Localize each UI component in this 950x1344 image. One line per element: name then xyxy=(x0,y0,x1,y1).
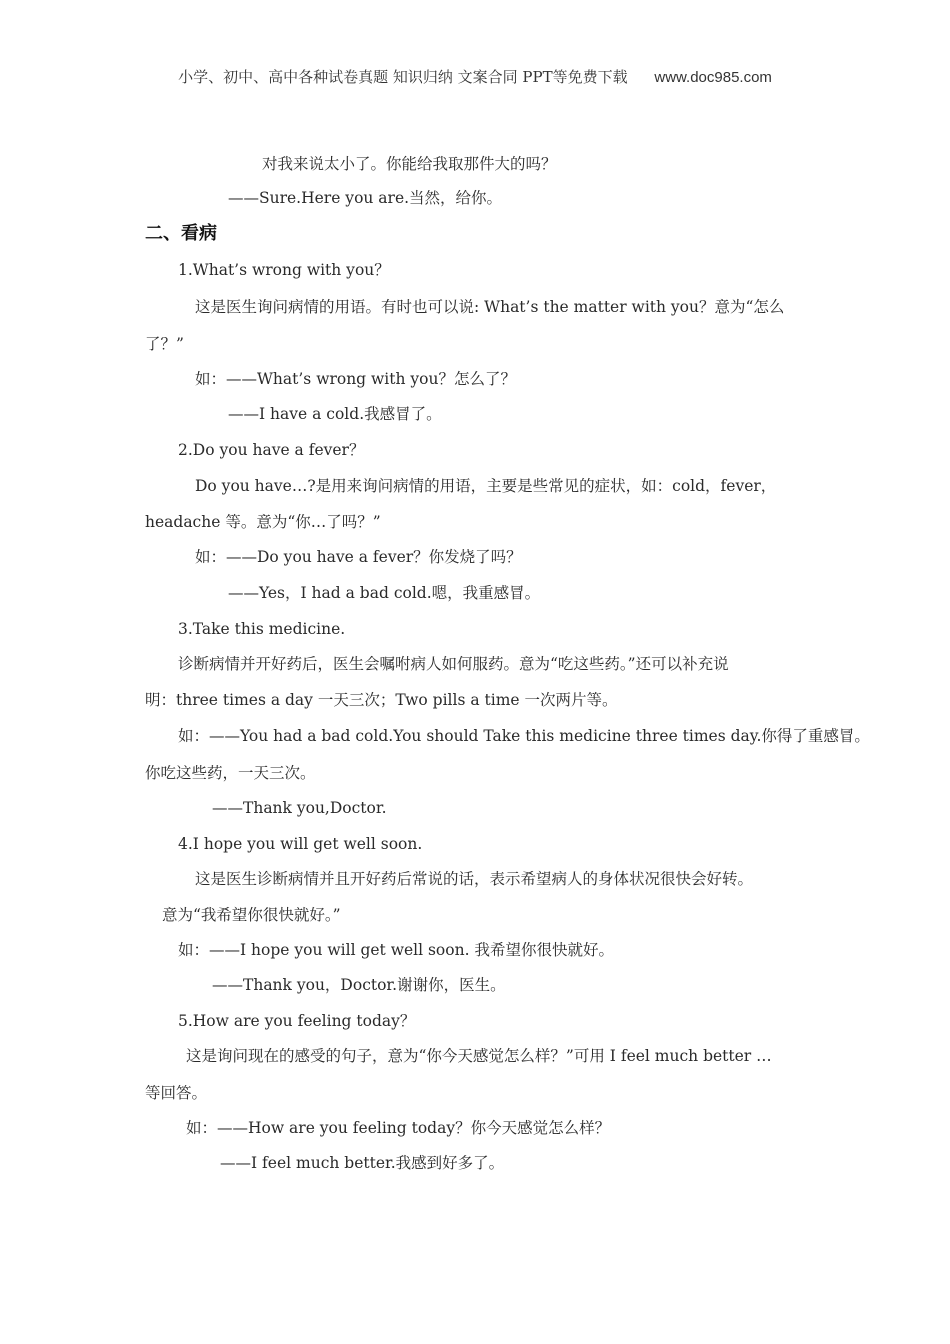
example-line: ——I have a cold.我感冒了。 xyxy=(228,405,442,423)
page-header xyxy=(0,66,950,87)
text-line: 等回答。 xyxy=(145,1084,208,1102)
text-line: 了？” xyxy=(145,335,184,353)
example-line: 如：——How are you feeling today？你今天感觉怎么样？ xyxy=(186,1119,611,1137)
text-line: 对我来说太小了。你能给我取那件大的吗？ xyxy=(262,155,557,173)
example-line: 如：——I hope you will get well soon. 我希望你很快就好。 xyxy=(178,941,614,959)
item-title: 4.I hope you will get well soon. xyxy=(178,835,423,853)
example-line: 你吃这些药，一天三次。 xyxy=(145,764,316,782)
example-line: 如：——Do you have a fever？你发烧了吗？ xyxy=(195,548,522,566)
item-title: 1.What’s wrong with you？ xyxy=(178,261,390,279)
item-title: 3.Take this medicine. xyxy=(178,620,346,638)
item-title: 2.Do you have a fever？ xyxy=(178,441,365,459)
section-title: 二、看病 xyxy=(145,223,217,244)
header-text: 小学、初中、高中各种试卷真题 知识归纳 文案合同 PPT等免费下载 xyxy=(178,68,628,86)
header-site-link[interactable]: www.doc985.com xyxy=(654,69,772,86)
text-line: headache 等。意为“你…了吗？” xyxy=(145,513,381,531)
example-line: ——Thank you,Doctor. xyxy=(212,799,387,817)
item-title: 5.How are you feeling today？ xyxy=(178,1012,416,1030)
example-line: 如：——You had a bad cold.You should Take this medicine three times day.你得了重感冒。 xyxy=(178,727,870,745)
text-line: 这是医生询问病情的用语。有时也可以说: What’s the matter with you？意为“怎么 xyxy=(195,298,785,316)
example-line: ——I feel much better.我感到好多了。 xyxy=(220,1154,505,1172)
text-line: 明：three times a day 一天三次；Two pills a time 一次两片等。 xyxy=(145,691,618,709)
example-line: 如：——What’s wrong with you？怎么了？ xyxy=(195,370,516,388)
text-line: ——Sure.Here you are.当然，给你。 xyxy=(228,189,503,207)
text-line: Do you have…?是用来询问病情的用语，主要是些常见的症状，如：cold，fever， xyxy=(195,477,777,495)
example-line: ——Thank you，Doctor.谢谢你，医生。 xyxy=(212,976,506,994)
text-line: 这是询问现在的感受的句子，意为“你今天感觉怎么样？”可用 I feel much better … xyxy=(186,1047,772,1065)
text-line: 诊断病情并开好药后，医生会嘱咐病人如何服药。意为“吃这些药。”还可以补充说 xyxy=(178,655,729,673)
text-line: 这是医生诊断病情并且开好药后常说的话，表示希望病人的身体状况很快会好转。 xyxy=(195,870,754,888)
text-line: 意为“我希望你很快就好。” xyxy=(162,906,341,924)
example-line: ——Yes，I had a bad cold.嗯，我重感冒。 xyxy=(228,584,541,602)
